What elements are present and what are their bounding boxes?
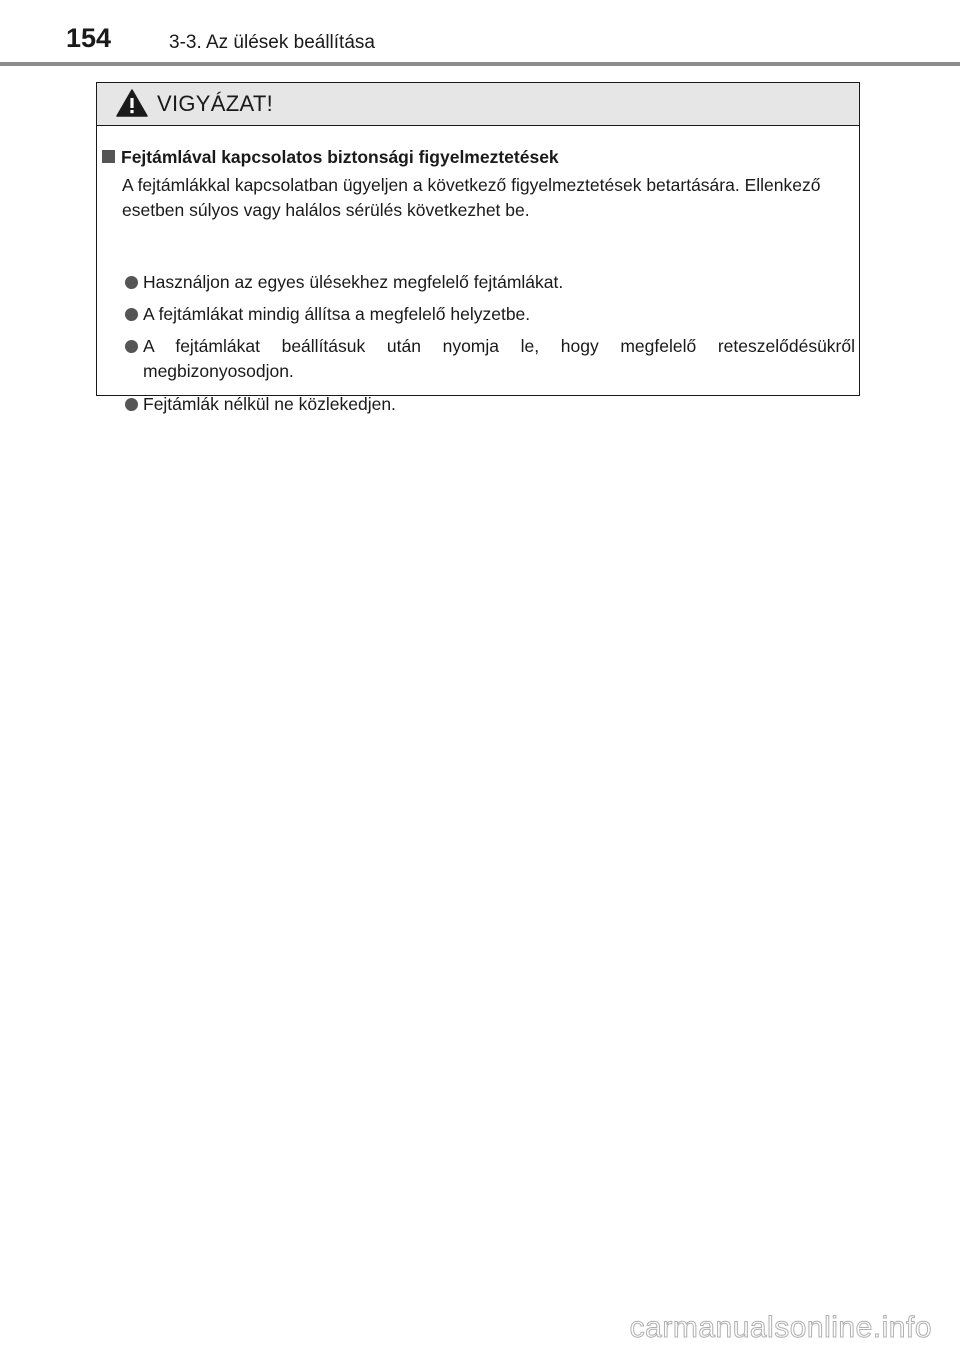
list-item-text: Fejtámlák nélkül ne közlekedjen. — [143, 394, 396, 414]
list-item — [125, 270, 855, 295]
warning-triangle-icon — [116, 89, 148, 117]
header-rule — [0, 62, 960, 66]
list-item — [125, 334, 855, 384]
list-item-text: A fejtámlákat mindig állítsa a megfelelő helyzetbe. — [143, 304, 531, 324]
page-number: 154 — [66, 23, 112, 53]
page-header — [0, 0, 960, 68]
caution-box — [96, 82, 860, 414]
square-bullet-icon — [102, 150, 115, 163]
round-bullet-icon — [125, 308, 138, 321]
chapter-title: 3-3. Az ülések beállítása — [169, 32, 375, 53]
section-heading — [102, 146, 852, 168]
caution-header — [97, 83, 859, 126]
list-item-text: Használjon az egyes ülésekhez megfelelő fejtámlákat. — [143, 272, 564, 292]
round-bullet-icon — [125, 340, 138, 353]
intro-paragraph: A fejtámlákkal kapcsolatban ügyeljen a következő figyelmeztetések betartására. Ellenkező esetben súlyos vagy halálos sérülés következhet be. — [122, 175, 821, 220]
caution-title: VIGYÁZAT! — [157, 91, 273, 116]
list-item — [125, 302, 855, 327]
list-item-text: A fejtámlákat beállításuk után nyomja le, hogy megfelelő reteszelődésükről megbizonyosodjon. — [143, 336, 855, 381]
round-bullet-icon — [125, 276, 138, 289]
watermark: carmanualsonline.info — [629, 1311, 932, 1344]
list-item — [125, 392, 855, 417]
section-heading-text: Fejtámlával kapcsolatos biztonsági figyelmeztetések — [121, 147, 559, 167]
round-bullet-icon — [125, 398, 138, 411]
